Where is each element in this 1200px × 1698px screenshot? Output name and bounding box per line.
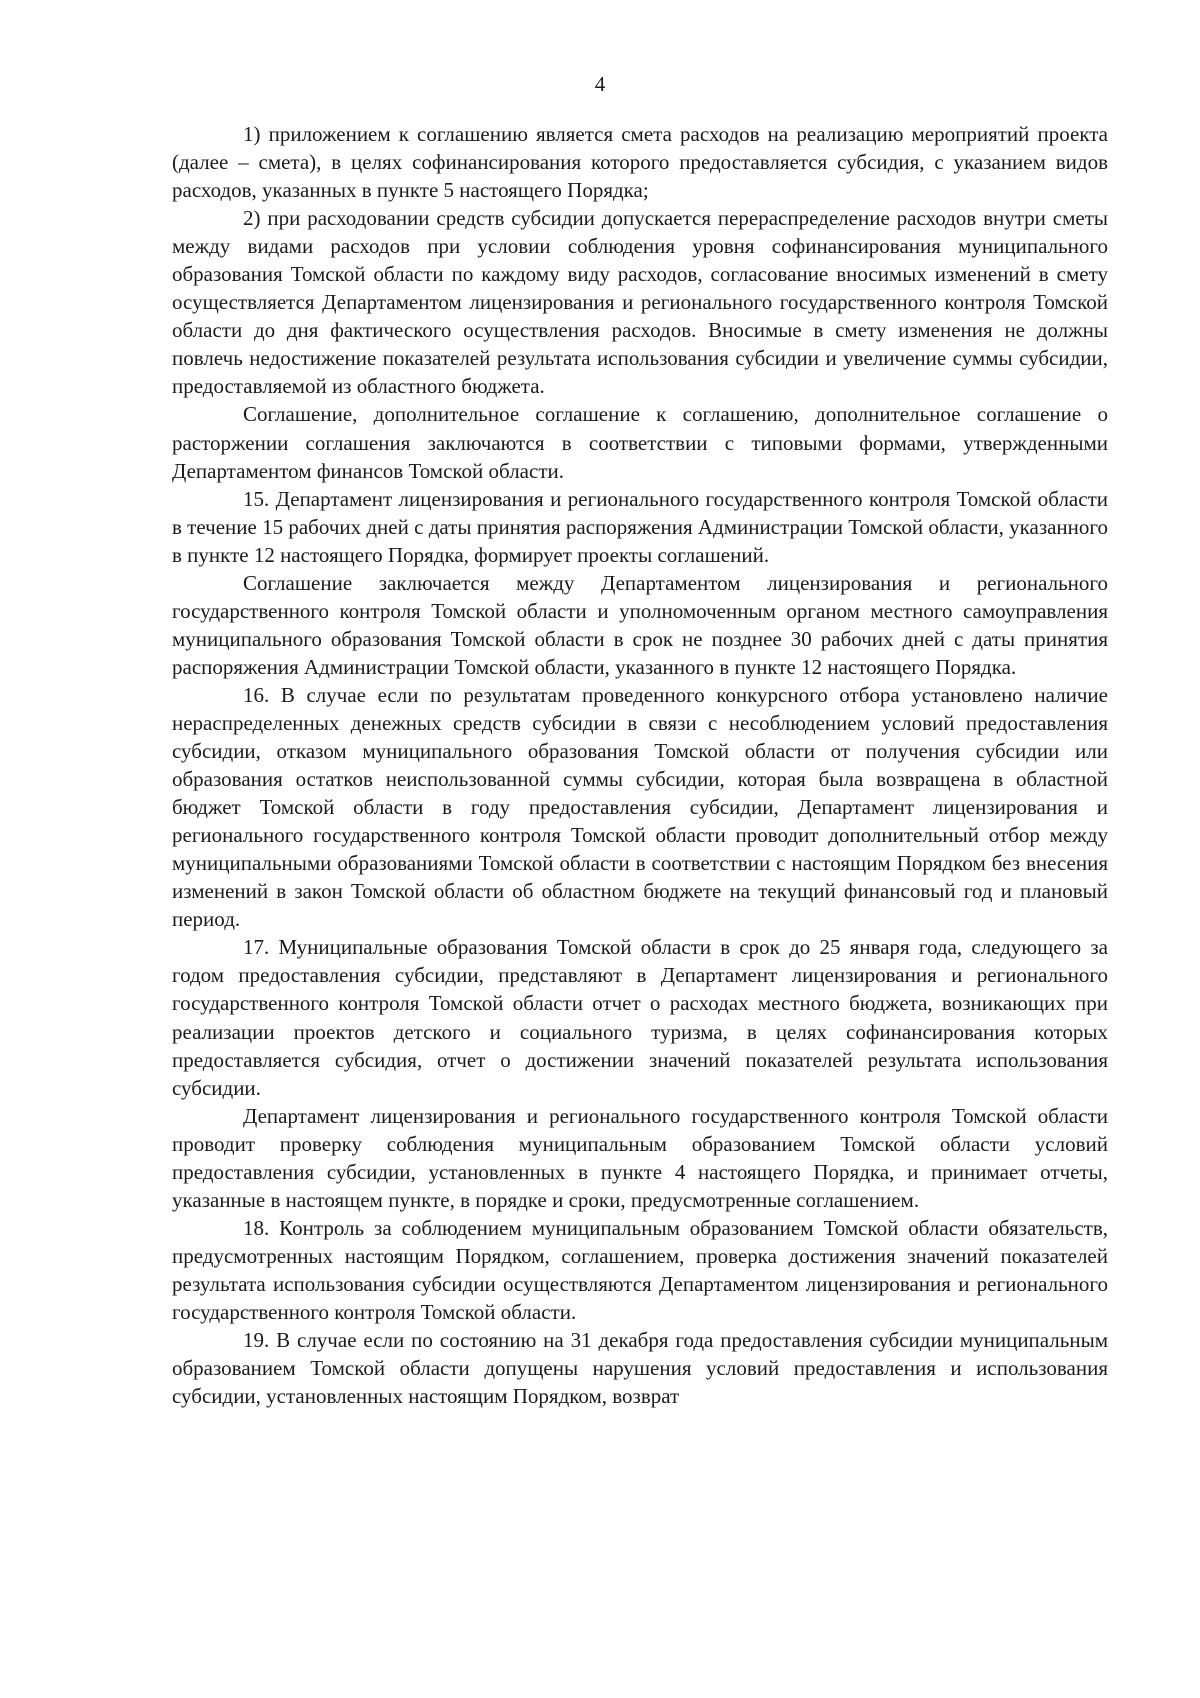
paragraph-17: 17. Муниципальные образования Томской области в срок до 25 января года, следующего за годом предоставления субсидии, представляют в Департамент лицензирования и регионального государственного контроля Томской области отчет о расходах местного бюджета, возникающих при реализации проектов детского и социального туризма, в целях софинансирования которых предоставляется субсидия, отчет о достижении значений показателей результата использования субсидии. [172, 935, 1108, 1100]
document-body [172, 120, 1108, 1410]
paragraph-18: 18. Контроль за соблюдением муниципальным образованием Томской области обязательств, предусмотренных настоящим Порядком, соглашением, проверка достижения значений показателей результата использования субсидии осуществляются Департаментом лицензирования и регионального государственного контроля Томской области. [172, 1215, 1108, 1324]
paragraph-14-1: 1) приложением к соглашению является смета расходов на реализацию мероприятий проекта (далее – смета), в целях софинансирования которого предоставляется субсидия, с указанием видов расходов, указанных в пункте 5 настоящего Порядка; [172, 122, 1108, 203]
paragraph-15-agreement: Соглашение заключается между Департаментом лицензирования и регионального государственного контроля Томской области и уполномоченным органом местного самоуправления муниципального образования Томской области в срок не позднее 30 рабочих дней с даты принятия распоряжения Администрации Томской области, указанного в пункте 12 настоящего Порядка. [172, 570, 1108, 679]
paragraph-15: 15. Департамент лицензирования и регионального государственного контроля Томской области в течение 15 рабочих дней с даты принятия распоряжения Администрации Томской области, указанного в пункте 12 настоящего Порядка, формирует проекты соглашений. [172, 486, 1108, 567]
paragraph-16: 16. В случае если по результатам проведенного конкурсного отбора установлено наличие нераспределенных денежных средств субсидии в связи с несоблюдением условий предоставления субсидии, отказом муниципального образования Томской области от получения субсидии или образования остатков неиспользованной суммы субсидии, которая была возвращена в областной бюджет Томской области в году предоставления субсидии, Департамент лицензирования и регионального государственного контроля Томской области проводит дополнительный отбор между муниципальными образованиями Томской области в соответствии с настоящим Порядком без внесения изменений в закон Томской области об областном бюджете на текущий финансовый год и плановый период. [172, 682, 1108, 932]
page-number: 4 [594, 72, 606, 96]
paragraph-14-2: 2) при расходовании средств субсидии допускается перераспределение расходов внутри сметы между видами расходов при условии соблюдения уровня софинансирования муниципального образования Томской области по каждому виду расходов, согласование вносимых изменений в смету осуществляется Департаментом лицензирования и регионального государственного контроля Томской области до дня фактического осуществления расходов. Вносимые в смету изменения не должны повлечь недостижение показателей результата использования субсидии и увеличение суммы субсидии, предоставляемой из областного бюджета. [172, 206, 1108, 399]
paragraph-17-verification: Департамент лицензирования и регионального государственного контроля Томской области проводит проверку соблюдения муниципальным образованием Томской области условий предоставления субсидии, установленных в пункте 4 настоящего Порядка, и принимает отчеты, указанные в настоящем пункте, в порядке и сроки, предусмотренные соглашением. [172, 1103, 1108, 1212]
paragraph-14-agreement-forms: Соглашение, дополнительное соглашение к соглашению, дополнительное соглашение о расторжении соглашения заключаются в соответствии с типовыми формами, утвержденными Департаментом финансов Томской области. [172, 402, 1108, 483]
paragraph-19: 19. В случае если по состоянию на 31 декабря года предоставления субсидии муниципальным образованием Томской области допущены нарушения условий предоставления и использования субсидии, установленных настоящим Порядком, возврат [172, 1328, 1108, 1409]
